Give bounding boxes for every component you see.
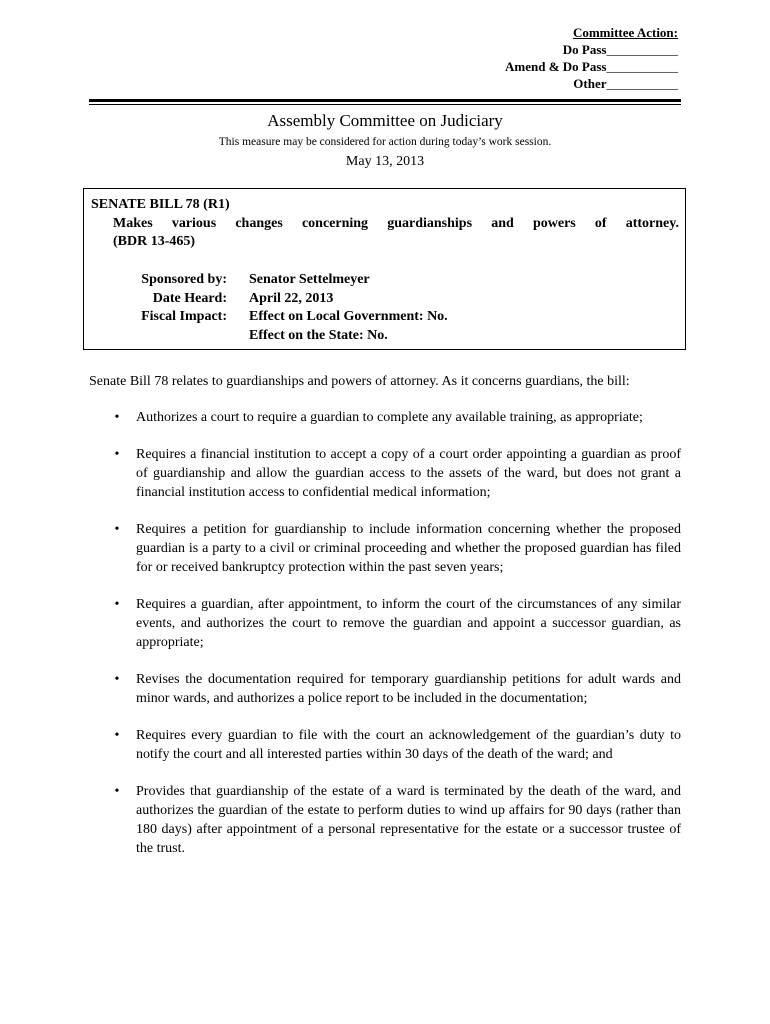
list-item — [89, 726, 681, 764]
committee-action-other — [418, 75, 678, 92]
bullet-icon: • — [114, 597, 120, 612]
list-item-text: Requires every guardian to file with the court an acknowledgement of the guardian’s duty to notify the court and all interested parties within 30 days of the death of the ward; and — [136, 728, 681, 762]
list-item — [89, 520, 681, 577]
committee-action-label: Amend & Do Pass — [505, 59, 607, 74]
document-date: May 13, 2013 — [345, 154, 425, 169]
bill-summary: Makes various changes concerning guardianships and powers of attorney. — [113, 216, 679, 231]
bullet-icon: • — [114, 522, 120, 537]
list-item-text: Requires a guardian, after appointment, to inform the court of the circumstances of any similar events, and authorizes the court to remove the guardian and appoint a successor guardian, as appropriate; — [136, 597, 681, 650]
committee-action-block — [418, 24, 678, 92]
document-heading — [89, 110, 681, 172]
bill-info-label: Fiscal Impact: — [141, 309, 227, 324]
bullet-icon: • — [114, 728, 120, 743]
bill-info-label: Date Heard: — [152, 290, 227, 306]
committee-action-blank: ___________ — [606, 76, 678, 91]
list-item — [89, 408, 681, 427]
list-item — [89, 445, 681, 502]
committee-title: Assembly Committee on Judiciary — [267, 111, 503, 130]
bill-bdr: (BDR 13-465) — [113, 234, 196, 249]
list-item-text: Provides that guardianship of the estate of a ward is terminated by the death of the ward, and authorizes the guardian of the estate to perform duties to wind up affairs for 90 days (rather than 180 days) after appointment of a personal representative for the estate or a successor trustee of the trust. — [136, 784, 681, 856]
committee-action-amend-do-pass — [418, 58, 678, 75]
list-item — [89, 670, 681, 708]
work-session-note: This measure may be considered for action during today’s work session. — [218, 136, 552, 148]
bullet-icon: • — [114, 447, 120, 462]
provisions-list — [89, 408, 681, 876]
list-item — [89, 595, 681, 652]
committee-action-heading: Committee Action: — [572, 25, 678, 40]
intro-paragraph: Senate Bill 78 relates to guardianships and powers of attorney. As it concerns guardians, the bill: — [89, 374, 630, 389]
bullet-icon: • — [114, 784, 120, 799]
header-divider-thick — [89, 99, 681, 102]
list-item-text: Requires a financial institution to accept a copy of a court order appointing a guardian as proof of guardianship and allow the guardian access to the assets of the ward, but does not grant a financial institution access to confidential medical information; — [136, 447, 681, 500]
bill-summary-box — [83, 188, 686, 350]
bill-info-label: Sponsored by: — [141, 272, 227, 287]
list-item-text: Revises the documentation required for temporary guardianship petitions for adult wards and minor wards, and authorizes a police report to be included in the documentation; — [136, 672, 681, 706]
committee-action-label: Do Pass — [562, 42, 607, 57]
bill-number: SENATE BILL 78 (R1) — [91, 197, 230, 212]
committee-action-blank: ___________ — [606, 59, 678, 74]
committee-action-label: Other — [573, 76, 607, 91]
committee-action-blank: ___________ — [606, 42, 678, 57]
list-item-text: Requires a petition for guardianship to include information concerning whether the proposed guardian is a party to a civil or criminal proceeding and whether the proposed guardian has filed for or received bankruptcy protection within the past seven years; — [136, 522, 681, 575]
committee-action-do-pass — [418, 41, 678, 58]
bill-info-value: Effect on the State: No. — [249, 327, 388, 343]
bill-info-value: April 22, 2013 — [249, 290, 334, 306]
header-divider-thin — [89, 104, 681, 105]
bullet-icon: • — [114, 672, 120, 687]
bill-info-value: Senator Settelmeyer — [249, 272, 370, 287]
bill-info-value: Effect on Local Government: No. — [249, 309, 448, 324]
list-item-text: Authorizes a court to require a guardian to complete any available training, as appropriate; — [136, 410, 643, 425]
bullet-icon: • — [114, 410, 120, 425]
list-item — [89, 782, 681, 858]
